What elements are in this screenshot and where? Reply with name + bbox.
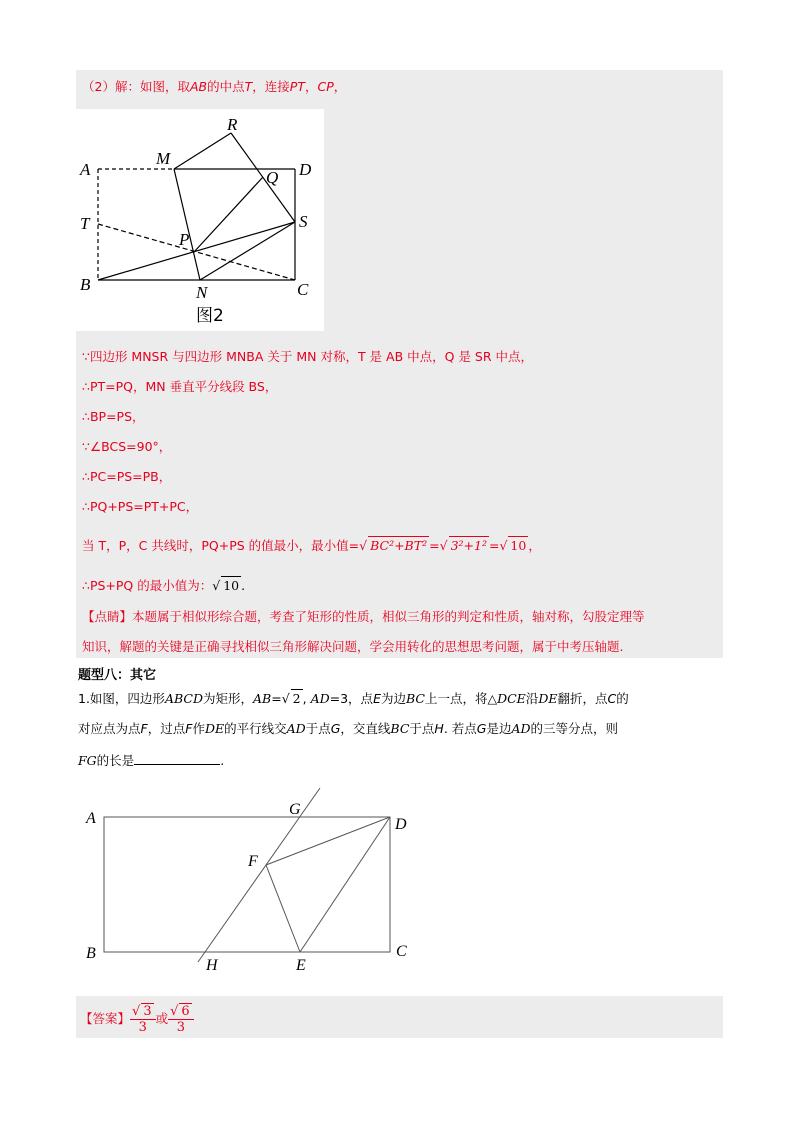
fig-label-F: F bbox=[248, 853, 258, 870]
answer-tag: 【答案】 bbox=[80, 1011, 131, 1026]
rectangle-ABCD bbox=[104, 817, 390, 952]
fig2-caption: 图2 bbox=[196, 306, 224, 326]
segment-FD bbox=[266, 817, 390, 865]
fig-label-A: A bbox=[86, 810, 96, 827]
problem-line-1: 1.如图，四边形ABCD为矩形，AB=√ 2 , AD=3，点E为边BC上一点，将△DCE沿DE翻折，点C的 bbox=[78, 691, 629, 706]
fig2-label-T: T bbox=[80, 214, 90, 233]
solution-step-1: ∵四边形 MNSR 与四边形 MNBA 关于 MN 对称，T 是 AB 中点，Q 是 SR 中点， bbox=[82, 349, 534, 364]
solution-heading: （2）解：如图，取AB的中点T，连接PT，CP， bbox=[82, 79, 347, 94]
answer-fraction-2: $\frac{√ 6}{3}$ bbox=[168, 1003, 194, 1035]
fig-label-C: C bbox=[396, 943, 407, 960]
solution-step-4: ∵∠BCS=90°， bbox=[82, 439, 172, 454]
segment-FE bbox=[266, 865, 300, 952]
answer-fraction-1: $\frac{√ 3}{3}$ bbox=[130, 1003, 156, 1035]
fig2-label-P: P bbox=[179, 230, 190, 249]
comment-line-1: 【点睛】本题属于相似形综合题，考查了矩形的性质，相似三角形的判定和性质，轴对称，勾股定理等 bbox=[82, 609, 645, 624]
fig2-label-C: C bbox=[297, 280, 309, 299]
section-title: 题型八：其它 bbox=[78, 668, 157, 683]
segment-ED bbox=[300, 817, 390, 952]
fig-label-D: D bbox=[395, 816, 407, 833]
fig2-label-M: M bbox=[156, 149, 171, 168]
fig-label-B: B bbox=[86, 945, 96, 962]
answer-line: 【答案】 $\frac{√ 3}{3}$ 或 $\frac{√ 6}{3}$ bbox=[80, 1003, 194, 1035]
fig2-label-Q: Q bbox=[266, 168, 279, 187]
line-GH bbox=[198, 788, 320, 962]
fig2-label-D: D bbox=[299, 160, 312, 179]
comment-tag: 【点睛】 bbox=[82, 609, 133, 624]
fig-label-G: G bbox=[289, 801, 301, 818]
fig2-label-R: R bbox=[227, 115, 238, 134]
fig2-label-A: A bbox=[80, 160, 91, 179]
solution-step-8: ∴PS+PQ 的最小值为：√ 10 . bbox=[82, 578, 246, 593]
fig-label-E: E bbox=[296, 957, 306, 974]
figure-2 bbox=[76, 109, 324, 331]
fig-label-H: H bbox=[206, 957, 218, 974]
solution-step-6: ∴PQ+PS=PT+PC， bbox=[82, 499, 199, 514]
problem-line-2: 对应点为点F，过点F作DE的平行线交AD于点G，交直线BC于点H. 若点G是边AD的三等分点，则 bbox=[78, 721, 619, 736]
fig2-label-B: B bbox=[80, 275, 91, 294]
solution-step-7: 当 T，P，C 共线时，PQ+PS 的值最小，最小值=√ BC²+BT² =√ 3²+1² =√ 10 ， bbox=[82, 538, 541, 553]
problem-figure bbox=[80, 786, 420, 976]
problem-line-3: FG的长是 . bbox=[78, 753, 225, 768]
solution-step-5: ∴PC=PS=PB， bbox=[82, 469, 172, 484]
solution-step-2: ∴PT=PQ，MN 垂直平分线段 BS， bbox=[82, 379, 278, 394]
fig2-label-S: S bbox=[299, 212, 308, 231]
answer-blank[interactable] bbox=[134, 752, 220, 765]
fig2-label-N: N bbox=[196, 283, 208, 302]
comment-line-2: 知识，解题的关键是正确寻找相似三角形解决问题，学会用转化的思想思考问题，属于中考压轴题. bbox=[82, 639, 624, 654]
solution-step-3: ∴BP=PS， bbox=[82, 409, 145, 424]
